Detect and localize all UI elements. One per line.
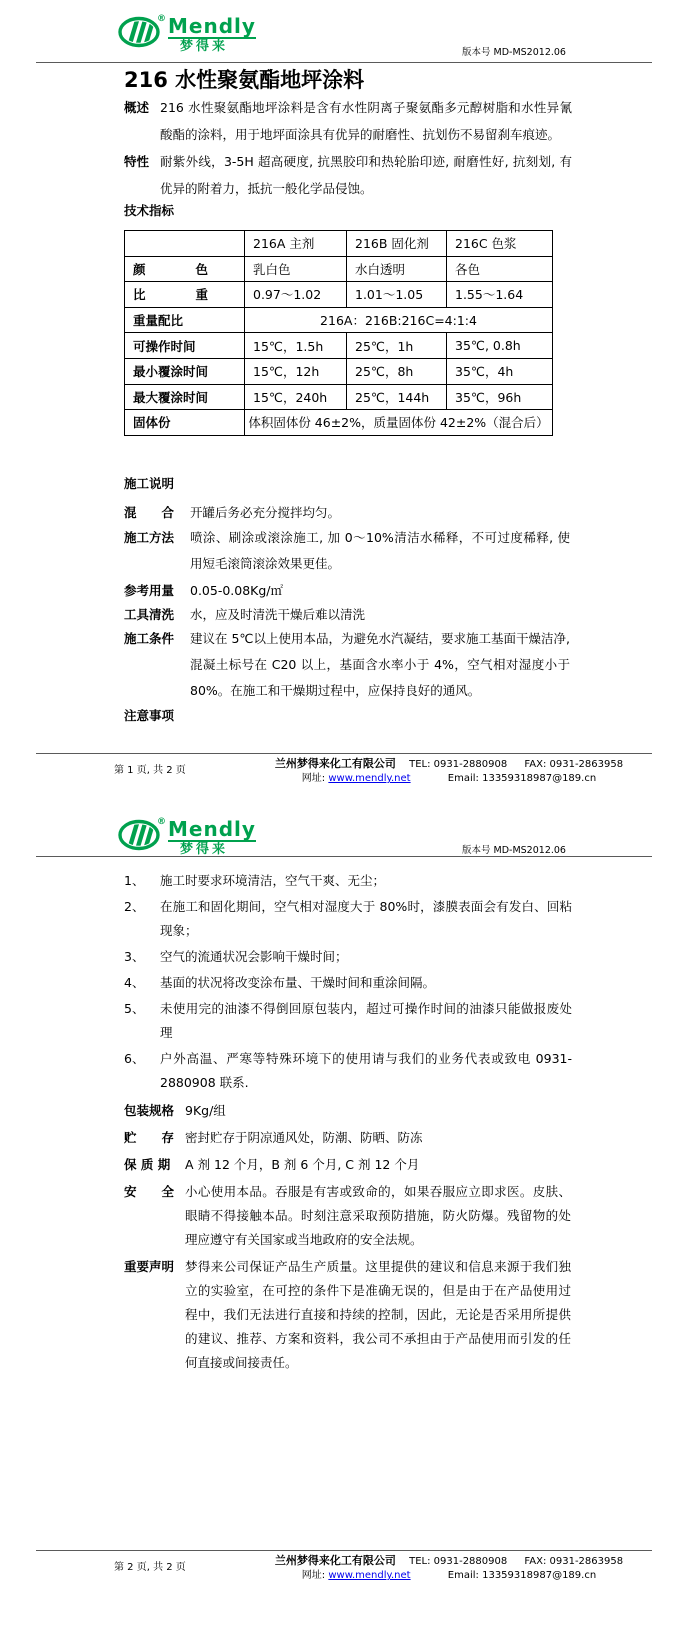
mixing-text: 开罐后务必充分搅拌均匀。 [190,505,341,520]
coverage-label: 参考用量 [124,583,175,598]
cell-color-c: 各色 [447,256,553,282]
application-method-row [124,525,570,577]
packing-text: 9Kg/组 [185,1103,226,1118]
website-link[interactable]: www.mendly.net [328,773,411,784]
item-number: 5、 [124,1001,145,1016]
table-row [125,384,553,410]
logo-text [168,819,256,857]
statement-row [124,1255,571,1375]
cell-max-b: 25℃，144h [347,384,447,410]
tool-cleaning-text: 水，应及时清洗干燥后难以清洗 [190,607,366,622]
cell-max-c: 35℃，96h [447,384,553,410]
table-row [125,282,553,308]
tel-number: TEL: 0931-2880908 [409,759,508,770]
page1-footer [36,757,652,786]
row-label-pot-life: 可操作时间 [125,333,245,359]
item-text: 空气的流通状况会影响干燥时间； [160,949,348,964]
version-number: 版本号 MD-MS2012.06 [462,47,566,58]
cell-color-b: 水白透明 [347,256,447,282]
item-text: 在施工和固化期间，空气相对湿度大于 80%时，漆膜表面会有发白、回粘现象； [160,899,572,938]
company-logo [118,16,256,54]
company-name: 兰州梦得来化工有限公司 [274,1554,396,1567]
coverage-row [124,578,570,604]
overview-section [124,94,572,148]
table-header-row [125,231,553,257]
tel-number: TEL: 0931-2880908 [409,1556,508,1567]
mendly-emblem-icon [118,16,162,48]
shelf-life-row [124,1153,571,1177]
table-row [125,307,553,333]
list-item [124,945,572,969]
email-address: Email: 13359318987@189.cn [447,1570,597,1581]
company-name: 兰州梦得来化工有限公司 [274,757,396,770]
features-section [124,148,572,202]
overview-label: 概述 [124,100,150,115]
fax-number: FAX: 0931-2863958 [524,1556,624,1567]
table-row [125,358,553,384]
row-label-density: 比 重 [125,282,245,308]
cell-density-a: 0.97～1.02 [245,282,347,308]
mixing-label: 混 合 [124,505,175,520]
tool-cleaning-label: 工具清洗 [124,607,175,622]
item-text: 户外高温、严寒等特殊环境下的使用请与我们的业务代表或致电 0931-2880908 联系. [160,1051,572,1090]
version-number: 版本号 MD-MS2012.06 [462,845,566,856]
conditions-text: 建议在 5℃以上使用本品，为避免水汽凝结，要求施工基面干燥洁净, 混凝土标号在 C20 以上，基面含水率小于 4%，空气相对湿度小于 80%。在施工和干燥期过程中，应保持良好的通风。 [190,631,570,698]
construction-heading: 施工说明 [124,476,175,491]
website-link[interactable]: www.mendly.net [328,1570,411,1581]
storage-text: 密封贮存于阴凉通风处，防潮、防晒、防冻 [185,1130,423,1145]
cell-ratio: 216A：216B:216C=4:1:4 [245,307,553,333]
footer-divider [36,753,652,754]
page-number-label: 第 1 页, 共 2 页 [114,765,186,776]
tool-cleaning-row [124,602,570,628]
email-address: Email: 13359318987@189.cn [447,773,597,784]
storage-row [124,1126,571,1150]
item-number: 6、 [124,1051,145,1066]
cell-pot-c: 35℃, 0.8h [447,333,553,359]
conditions-label: 施工条件 [124,631,175,646]
header-divider [36,62,652,63]
logo-name: Mendly [168,817,256,841]
cell-max-a: 15℃，240h [245,384,347,410]
row-label-min-recoat: 最小覆涂时间 [125,358,245,384]
application-method-label: 施工方法 [124,530,175,545]
item-number: 4、 [124,975,145,990]
list-item [124,1047,572,1095]
shelf-life-label: 保 质 期 [124,1157,171,1172]
product-title: 216 水性聚氨酯地坪涂料 [124,68,365,92]
notes-list [124,869,572,1097]
storage-label: 贮 存 [124,1130,175,1145]
row-label-color: 颜 色 [125,256,245,282]
safety-text: 小心使用本品。吞服是有害或致命的，如果吞服应立即求医。皮肤、眼睛不得接触本品。时刻注意采取预防措施，防火防爆。残留物的处理应遵守有关国家或当地政府的安全法规。 [185,1184,571,1247]
row-label-solids: 固体份 [125,410,245,436]
footer-line2 [246,1569,652,1583]
tech-specs-heading: 技术指标 [124,203,175,218]
safety-row [124,1180,571,1252]
statement-label: 重要声明 [124,1259,175,1274]
list-item [124,869,572,893]
header-divider [36,856,652,857]
shelf-life-text: A 剂 12 个月，B 剂 6 个月, C 剂 12 个月 [185,1157,420,1172]
website-label: 网址: [301,773,329,784]
page-1 [0,0,687,783]
packing-row [124,1099,571,1123]
cell-solids: 体积固体份 46±2%，质量固体份 42±2%（混合后） [245,410,553,436]
cell-min-a: 15℃，12h [245,358,347,384]
statement-text: 梦得来公司保证产品生产质量。这里提供的建议和信息来源于我们独立的实验室，在可控的条件下是准确无误的，但是由于在产品使用过程中，我们无法进行直接和持续的控制，因此，无论是否采用所提供的建议、推荐、方案和资料，我公司不承担由于产品使用而引发的任何直接或间接责任。 [185,1259,571,1370]
footer-contact [246,1554,652,1583]
logo-text [168,16,256,54]
item-text: 基面的状况将改变涂布量、干燥时间和重涂间隔。 [160,975,436,990]
footer-line1 [246,757,652,772]
footer-line1 [246,1554,652,1569]
table-row [125,256,553,282]
cell-color-a: 乳白色 [245,256,347,282]
table-cell-empty [125,231,245,257]
logo-chinese-name: 梦得来 [180,842,229,857]
row-label-max-recoat: 最大覆涂时间 [125,384,245,410]
table-row [125,410,553,436]
list-item [124,971,572,995]
cell-min-b: 25℃，8h [347,358,447,384]
packing-label: 包装规格 [124,1103,175,1118]
item-text: 未使用完的油漆不得倒回原包装内，超过可操作时间的油漆只能做报废处理 [160,1001,572,1040]
mixing-row [124,500,570,526]
item-number: 1、 [124,873,145,888]
list-item [124,997,572,1045]
item-number: 3、 [124,949,145,964]
cell-pot-b: 25℃，1h [347,333,447,359]
footer-divider [36,1550,652,1551]
features-label: 特性 [124,154,150,169]
cell-density-c: 1.55～1.64 [447,282,553,308]
website-wrap [302,1570,411,1581]
logo-chinese-name: 梦得来 [180,39,229,54]
page-2 [0,783,687,1638]
features-text: 耐紫外线，3-5H 超高硬度, 抗黑胶印和热轮胎印迹, 耐磨性好, 抗刻划, 有优异的附着力，抵抗一般化学品侵蚀。 [160,154,572,196]
list-item [124,895,572,943]
item-text: 施工时要求环境清洁，空气干爽、无尘； [160,873,386,888]
table-col-216b: 216B 固化剂 [347,231,447,257]
table-col-216c: 216C 色浆 [447,231,553,257]
registered-mark: ® [157,817,166,827]
notes-heading: 注意事项 [124,708,175,723]
tech-specs-table [124,230,553,436]
application-method-text: 喷涂、刷涂或滚涂施工, 加 0～10%清洁水稀释，不可过度稀释, 使用短毛滚筒滚涂效果更佳。 [190,530,570,571]
page-number-label: 第 2 页, 共 2 页 [114,1562,186,1573]
page2-footer [36,1554,652,1583]
company-logo [118,819,256,857]
row-label-ratio: 重量配比 [125,307,245,333]
coverage-text: 0.05-0.08Kg/㎡ [190,583,284,598]
info-list [124,1099,571,1378]
website-label: 网址: [301,1570,329,1581]
logo-name: Mendly [168,14,256,38]
safety-label: 安 全 [124,1184,175,1199]
table-col-216a: 216A 主剂 [245,231,347,257]
mendly-emblem-icon [118,819,162,851]
fax-number: FAX: 0931-2863958 [524,759,624,770]
cell-density-b: 1.01～1.05 [347,282,447,308]
overview-text: 216 水性聚氨酯地坪涂料是含有水性阴离子聚氨酯多元醇树脂和水性异氰酸酯的涂料，用于地坪面涂具有优异的耐磨性、抗划伤不易留刹车痕迹。 [160,100,572,142]
item-number: 2、 [124,899,145,914]
registered-mark: ® [157,14,166,24]
footer-contact [246,757,652,786]
cell-pot-a: 15℃，1.5h [245,333,347,359]
conditions-row [124,626,570,704]
table-row [125,333,553,359]
cell-min-c: 35℃，4h [447,358,553,384]
